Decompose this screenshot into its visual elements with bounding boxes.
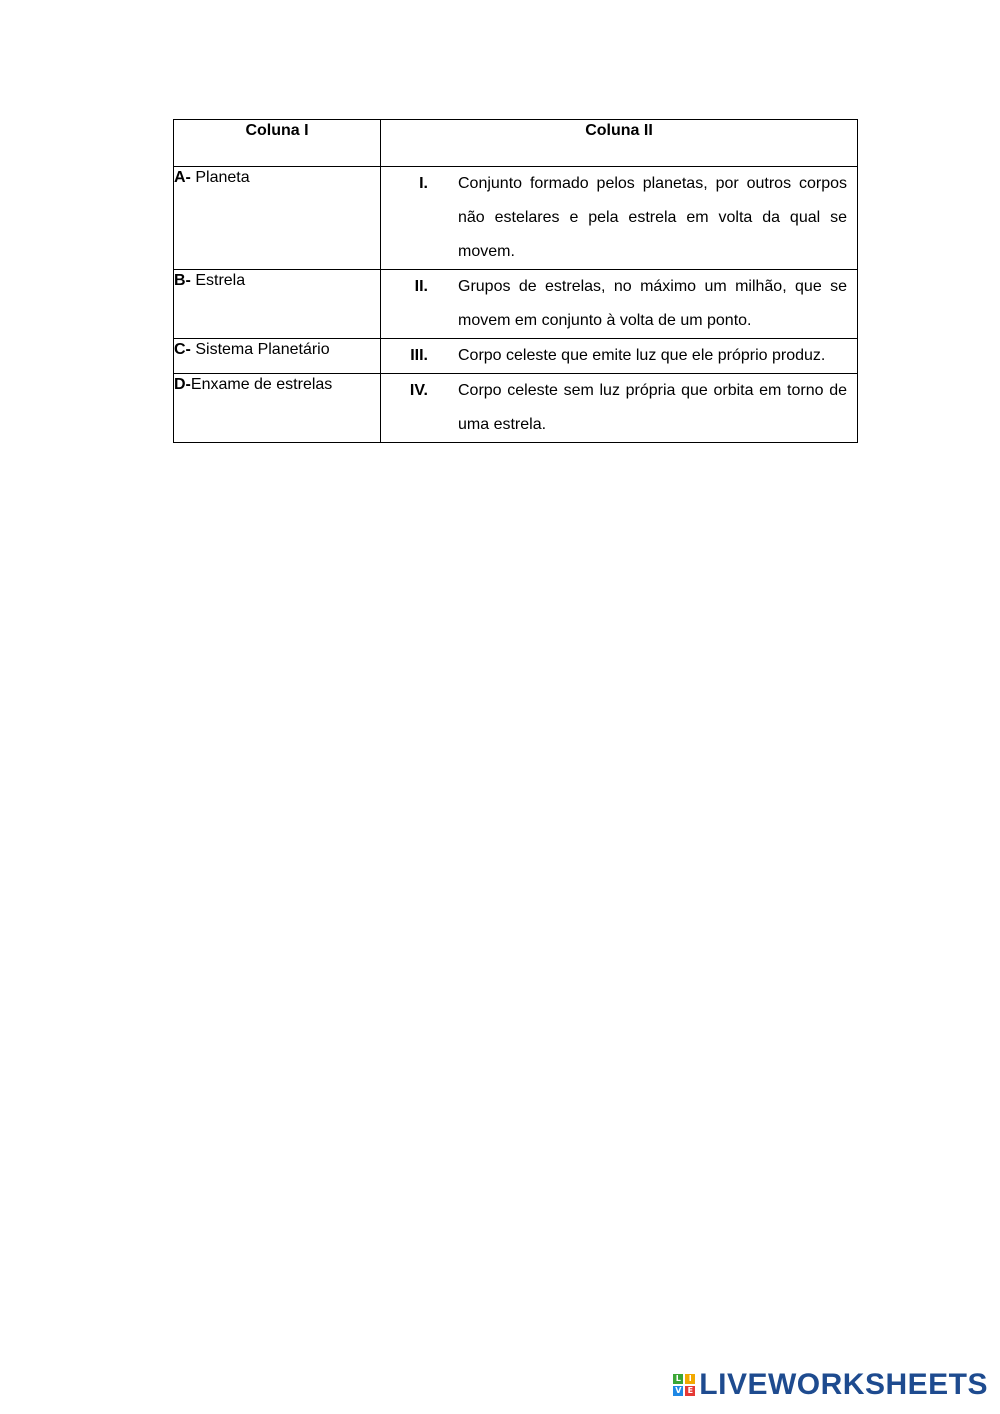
column-1-header: Coluna I [174, 120, 381, 167]
liveworksheets-wordmark: LIVEWORKSHEETS [699, 1368, 988, 1401]
definition-text: Corpo celeste que emite luz que ele próprio produz. [458, 347, 826, 364]
term-text: Planeta [190, 169, 250, 186]
term-letter: B- [174, 272, 191, 289]
roman-numeral: IV. [409, 382, 428, 399]
mark-letter: E [685, 1386, 695, 1396]
liveworksheets-mark-icon [673, 1374, 695, 1396]
roman-numeral: III. [410, 347, 428, 364]
mark-letter: I [685, 1374, 695, 1384]
table-row [174, 374, 858, 443]
column-2-header: Coluna II [381, 120, 858, 167]
roman-numeral: I. [419, 175, 428, 192]
term-letter: C- [174, 341, 191, 358]
term-cell [174, 270, 381, 339]
term-text: Enxame de estrelas [190, 376, 333, 393]
term-text: Estrela [190, 272, 246, 289]
mark-letter: V [675, 1386, 682, 1395]
liveworksheets-logo [673, 1368, 988, 1402]
table-row [174, 339, 858, 374]
term-letter: D- [174, 376, 191, 393]
mark-letter: L [673, 1374, 683, 1384]
table-row [174, 270, 858, 339]
definition-cell [381, 339, 858, 374]
matching-table [173, 119, 858, 443]
term-text: Sistema Planetário [190, 341, 330, 358]
term-cell [174, 374, 381, 443]
header-row [174, 120, 858, 167]
definition-text: Corpo celeste sem luz própria que orbita em torno de uma estrela. [458, 382, 847, 433]
table-row [174, 167, 858, 270]
definition-text: Grupos de estrelas, no máximo um milhão, que se movem em conjunto à volta de um ponto. [458, 278, 847, 329]
term-cell [174, 167, 381, 270]
roman-numeral: II. [414, 278, 428, 295]
definition-text: Conjunto formado pelos planetas, por outros corpos não estelares e pela estrela em volta da qual se movem. [458, 175, 847, 260]
definition-cell [381, 374, 858, 443]
definition-cell [381, 167, 858, 270]
term-cell [174, 339, 381, 374]
definition-cell [381, 270, 858, 339]
term-letter: A- [174, 169, 191, 186]
